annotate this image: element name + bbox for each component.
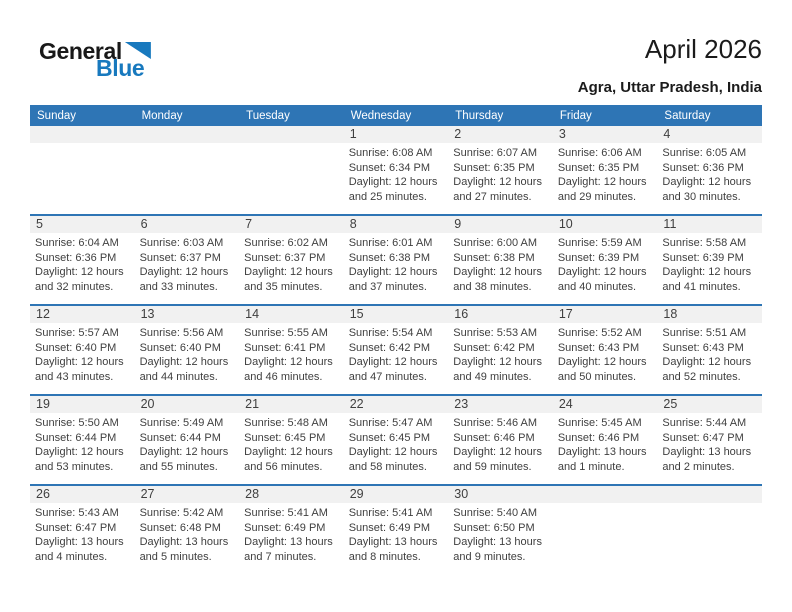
detail-line: Sunrise: 5:55 AM — [244, 327, 328, 339]
detail-line: Sunset: 6:35 PM — [453, 161, 535, 174]
day-number: 15 — [344, 306, 449, 323]
day-cell-24 — [553, 396, 658, 484]
day-number: 8 — [344, 216, 449, 233]
week-row — [30, 484, 762, 574]
day-number: 28 — [239, 486, 344, 503]
day-cell-empty — [239, 126, 344, 214]
day-number: 4 — [657, 126, 762, 143]
detail-line: Sunset: 6:36 PM — [662, 161, 744, 174]
detail-line: and 41 minutes. — [662, 280, 741, 293]
day-details — [553, 323, 658, 384]
detail-line: Sunrise: 5:56 AM — [139, 327, 224, 339]
detail-line: Sunrise: 5:51 AM — [662, 327, 747, 339]
day-number — [30, 126, 135, 143]
day-details — [448, 233, 553, 294]
detail-line: and 4 minutes. — [35, 550, 108, 563]
detail-line: and 38 minutes. — [453, 280, 532, 293]
day-cell-17 — [553, 306, 658, 394]
detail-line: Daylight: 12 hours — [453, 176, 542, 189]
day-details — [344, 323, 449, 384]
day-cell-29 — [344, 486, 449, 574]
detail-line: Daylight: 12 hours — [244, 446, 333, 459]
day-cell-15 — [344, 306, 449, 394]
day-number: 11 — [657, 216, 762, 233]
detail-line: Sunrise: 5:43 AM — [35, 507, 119, 519]
day-details — [30, 233, 135, 294]
day-cell-26 — [30, 486, 135, 574]
day-number: 26 — [30, 486, 135, 503]
day-number: 20 — [135, 396, 240, 413]
detail-line: Daylight: 12 hours — [139, 266, 229, 279]
day-number: 3 — [553, 126, 658, 143]
detail-line: and 58 minutes. — [348, 460, 427, 473]
detail-line: and 52 minutes. — [662, 370, 741, 383]
page-location: Agra, Uttar Pradesh, India — [577, 79, 762, 96]
day-details — [135, 143, 240, 146]
detail-line: Sunset: 6:40 PM — [35, 341, 117, 354]
day-details — [344, 143, 449, 204]
weekday-label: Thursday — [455, 109, 504, 122]
detail-line: Daylight: 13 hours — [557, 446, 647, 459]
detail-line: Sunrise: 6:05 AM — [662, 147, 747, 159]
detail-line: Sunrise: 5:45 AM — [557, 417, 642, 429]
detail-line: and 2 minutes. — [662, 460, 735, 473]
detail-line: Sunset: 6:44 PM — [35, 431, 117, 444]
detail-line: and 47 minutes. — [348, 370, 427, 383]
day-number: 5 — [30, 216, 135, 233]
detail-line: Sunset: 6:43 PM — [662, 341, 744, 354]
detail-line: Sunrise: 5:41 AM — [244, 507, 328, 519]
day-details — [448, 323, 553, 384]
weekday-label: Sunday — [37, 109, 77, 122]
detail-line: Sunrise: 5:44 AM — [662, 417, 747, 429]
detail-line: Daylight: 12 hours — [662, 356, 752, 369]
detail-line: Daylight: 12 hours — [139, 356, 229, 369]
weekday-label: Saturday — [664, 109, 711, 122]
day-details — [553, 143, 658, 204]
day-number: 12 — [30, 306, 135, 323]
detail-line: Sunset: 6:36 PM — [35, 251, 117, 264]
day-details — [135, 233, 240, 294]
detail-line: Sunset: 6:37 PM — [244, 251, 326, 264]
detail-line: Sunrise: 6:04 AM — [35, 237, 119, 249]
day-number — [239, 126, 344, 143]
detail-line: and 49 minutes. — [453, 370, 532, 383]
detail-line: Sunset: 6:38 PM — [348, 251, 431, 264]
day-number: 30 — [448, 486, 553, 503]
page-title: April 2026 — [644, 34, 762, 64]
detail-line: Sunrise: 6:00 AM — [453, 237, 538, 249]
day-cell-19 — [30, 396, 135, 484]
detail-line: and 33 minutes. — [139, 280, 218, 293]
detail-line: Daylight: 12 hours — [348, 266, 438, 279]
detail-line: Daylight: 13 hours — [348, 536, 438, 549]
day-cell-4 — [657, 126, 762, 214]
weekday-label: Friday — [559, 109, 592, 122]
day-details — [657, 143, 762, 204]
day-details — [553, 413, 658, 474]
detail-line: Sunrise: 6:08 AM — [348, 147, 433, 159]
detail-line: and 25 minutes. — [348, 190, 427, 203]
detail-line: Sunset: 6:38 PM — [453, 251, 535, 264]
weekday-label: Wednesday — [350, 109, 412, 122]
day-cell-6 — [135, 216, 240, 304]
detail-line: Sunrise: 5:57 AM — [35, 327, 119, 339]
day-cell-14 — [239, 306, 344, 394]
detail-line: Sunset: 6:47 PM — [662, 431, 744, 444]
day-details — [135, 503, 240, 564]
detail-line: Daylight: 12 hours — [662, 176, 752, 189]
detail-line: Daylight: 12 hours — [35, 266, 124, 279]
detail-line: Sunset: 6:49 PM — [348, 521, 431, 534]
calendar — [30, 105, 762, 574]
detail-line: Sunset: 6:44 PM — [139, 431, 221, 444]
detail-line: and 40 minutes. — [557, 280, 637, 293]
day-number: 16 — [448, 306, 553, 323]
detail-line: Sunset: 6:40 PM — [139, 341, 221, 354]
day-details — [30, 503, 135, 564]
detail-line: Sunrise: 5:42 AM — [139, 507, 224, 519]
detail-line: Daylight: 12 hours — [139, 446, 229, 459]
day-cell-8 — [344, 216, 449, 304]
day-cell-13 — [135, 306, 240, 394]
day-cell-empty — [657, 486, 762, 574]
title-block — [578, 34, 762, 96]
day-details — [553, 233, 658, 294]
day-cell-25 — [657, 396, 762, 484]
day-cell-11 — [657, 216, 762, 304]
day-details — [448, 413, 553, 474]
detail-line: Sunrise: 5:40 AM — [453, 507, 538, 519]
detail-line: Sunset: 6:39 PM — [662, 251, 744, 264]
day-details — [239, 323, 344, 384]
detail-line: Sunrise: 6:02 AM — [244, 237, 328, 249]
day-details — [135, 323, 240, 384]
day-details — [30, 413, 135, 474]
detail-line: Sunset: 6:49 PM — [244, 521, 326, 534]
detail-line: Sunset: 6:42 PM — [348, 341, 431, 354]
day-number: 7 — [239, 216, 344, 233]
detail-line: and 50 minutes. — [557, 370, 637, 383]
detail-line: Sunrise: 6:06 AM — [557, 147, 642, 159]
day-details — [344, 413, 449, 474]
day-number: 6 — [135, 216, 240, 233]
day-cell-12 — [30, 306, 135, 394]
day-details — [239, 143, 344, 146]
day-number: 24 — [553, 396, 658, 413]
detail-line: and 30 minutes. — [662, 190, 741, 203]
detail-line: and 35 minutes. — [244, 280, 323, 293]
day-number: 22 — [344, 396, 449, 413]
day-number: 23 — [448, 396, 553, 413]
detail-line: and 29 minutes. — [557, 190, 637, 203]
detail-line: and 55 minutes. — [139, 460, 218, 473]
detail-line: and 1 minute. — [557, 460, 625, 473]
day-details — [30, 143, 135, 146]
day-cell-23 — [448, 396, 553, 484]
day-cell-30 — [448, 486, 553, 574]
detail-line: and 44 minutes. — [139, 370, 218, 383]
day-cell-18 — [657, 306, 762, 394]
week-row — [30, 214, 762, 304]
day-number: 10 — [553, 216, 658, 233]
day-number: 21 — [239, 396, 344, 413]
day-cell-empty — [553, 486, 658, 574]
detail-line: Daylight: 12 hours — [348, 176, 438, 189]
day-cell-empty — [30, 126, 135, 214]
detail-line: Sunrise: 5:50 AM — [35, 417, 119, 429]
detail-line: Daylight: 13 hours — [453, 536, 542, 549]
detail-line: and 9 minutes. — [453, 550, 526, 563]
detail-line: Daylight: 13 hours — [35, 536, 124, 549]
general-blue-logo — [39, 40, 151, 80]
day-number: 9 — [448, 216, 553, 233]
detail-line: Daylight: 12 hours — [244, 356, 333, 369]
day-cell-2 — [448, 126, 553, 214]
detail-line: and 53 minutes. — [35, 460, 114, 473]
detail-line: Sunset: 6:48 PM — [139, 521, 221, 534]
detail-line: Sunset: 6:50 PM — [453, 521, 535, 534]
day-cell-20 — [135, 396, 240, 484]
detail-line: Sunrise: 6:07 AM — [453, 147, 538, 159]
detail-line: Sunrise: 5:54 AM — [348, 327, 433, 339]
detail-line: Sunset: 6:45 PM — [348, 431, 431, 444]
detail-line: Sunset: 6:35 PM — [557, 161, 640, 174]
detail-line: and 59 minutes. — [453, 460, 532, 473]
day-cell-empty — [135, 126, 240, 214]
day-details — [344, 503, 449, 564]
detail-line: Daylight: 12 hours — [244, 266, 333, 279]
day-details — [135, 413, 240, 474]
detail-line: Daylight: 12 hours — [453, 446, 542, 459]
detail-line: Daylight: 12 hours — [662, 266, 752, 279]
detail-line: Sunset: 6:34 PM — [348, 161, 431, 174]
day-number — [657, 486, 762, 503]
detail-line: Sunrise: 5:49 AM — [139, 417, 224, 429]
detail-line: Daylight: 12 hours — [35, 446, 124, 459]
detail-line: Daylight: 12 hours — [453, 266, 542, 279]
day-number: 17 — [553, 306, 658, 323]
day-cell-28 — [239, 486, 344, 574]
detail-line: and 8 minutes. — [348, 550, 421, 563]
day-details — [657, 233, 762, 294]
detail-line: and 46 minutes. — [244, 370, 323, 383]
detail-line: Daylight: 12 hours — [557, 176, 647, 189]
week-row — [30, 126, 762, 214]
detail-line: Sunrise: 5:59 AM — [557, 237, 642, 249]
detail-line: Sunset: 6:46 PM — [557, 431, 640, 444]
week-row — [30, 304, 762, 394]
day-number — [135, 126, 240, 143]
detail-line: Daylight: 13 hours — [139, 536, 229, 549]
detail-line: and 37 minutes. — [348, 280, 427, 293]
detail-line: Daylight: 12 hours — [557, 266, 647, 279]
detail-line: Daylight: 12 hours — [348, 356, 438, 369]
day-number: 2 — [448, 126, 553, 143]
day-number: 27 — [135, 486, 240, 503]
day-cell-27 — [135, 486, 240, 574]
detail-line: and 56 minutes. — [244, 460, 323, 473]
day-cell-21 — [239, 396, 344, 484]
detail-line: Sunset: 6:37 PM — [139, 251, 221, 264]
day-details — [239, 413, 344, 474]
detail-line: Daylight: 12 hours — [35, 356, 124, 369]
calendar-grid — [30, 126, 762, 574]
detail-line: Sunrise: 5:53 AM — [453, 327, 538, 339]
day-number: 19 — [30, 396, 135, 413]
detail-line: and 7 minutes. — [244, 550, 317, 563]
day-cell-5 — [30, 216, 135, 304]
detail-line: Sunrise: 5:52 AM — [557, 327, 642, 339]
weekday-label: Tuesday — [246, 109, 290, 122]
day-cell-16 — [448, 306, 553, 394]
detail-line: Daylight: 12 hours — [453, 356, 542, 369]
detail-line: Sunset: 6:41 PM — [244, 341, 326, 354]
day-details — [448, 503, 553, 564]
logo-text-blue: Blue — [96, 55, 145, 81]
day-details — [239, 233, 344, 294]
day-details — [657, 413, 762, 474]
detail-line: Sunrise: 5:58 AM — [662, 237, 747, 249]
detail-line: Daylight: 12 hours — [348, 446, 438, 459]
week-row — [30, 394, 762, 484]
detail-line: Sunrise: 5:41 AM — [348, 507, 433, 519]
detail-line: Sunrise: 6:01 AM — [348, 237, 433, 249]
detail-line: and 27 minutes. — [453, 190, 532, 203]
day-number: 18 — [657, 306, 762, 323]
detail-line: Daylight: 13 hours — [244, 536, 333, 549]
day-cell-22 — [344, 396, 449, 484]
day-number: 29 — [344, 486, 449, 503]
detail-line: Sunset: 6:42 PM — [453, 341, 535, 354]
detail-line: Sunset: 6:39 PM — [557, 251, 640, 264]
detail-line: Sunrise: 5:48 AM — [244, 417, 328, 429]
detail-line: Daylight: 13 hours — [662, 446, 752, 459]
weekday-header-row — [30, 105, 762, 126]
day-number: 25 — [657, 396, 762, 413]
day-details — [30, 323, 135, 384]
weekday-label: Monday — [141, 109, 183, 122]
detail-line: Sunset: 6:46 PM — [453, 431, 535, 444]
day-cell-10 — [553, 216, 658, 304]
logo-text-general: General — [39, 38, 122, 64]
detail-line: Sunrise: 5:47 AM — [348, 417, 433, 429]
detail-line: Sunrise: 5:46 AM — [453, 417, 538, 429]
day-cell-1 — [344, 126, 449, 214]
day-cell-3 — [553, 126, 658, 214]
day-details — [657, 323, 762, 384]
day-cell-9 — [448, 216, 553, 304]
detail-line: Sunrise: 6:03 AM — [139, 237, 224, 249]
day-number: 13 — [135, 306, 240, 323]
detail-line: Sunset: 6:45 PM — [244, 431, 326, 444]
day-number: 14 — [239, 306, 344, 323]
detail-line: and 5 minutes. — [139, 550, 212, 563]
detail-line: Sunset: 6:47 PM — [35, 521, 117, 534]
detail-line: Sunset: 6:43 PM — [557, 341, 640, 354]
day-details — [448, 143, 553, 204]
day-cell-7 — [239, 216, 344, 304]
day-number — [553, 486, 658, 503]
detail-line: Daylight: 12 hours — [557, 356, 647, 369]
detail-line: and 32 minutes. — [35, 280, 114, 293]
day-details — [657, 503, 762, 506]
day-details — [239, 503, 344, 564]
detail-line: and 43 minutes. — [35, 370, 114, 383]
day-details — [553, 503, 658, 506]
day-details — [344, 233, 449, 294]
day-number: 1 — [344, 126, 449, 143]
